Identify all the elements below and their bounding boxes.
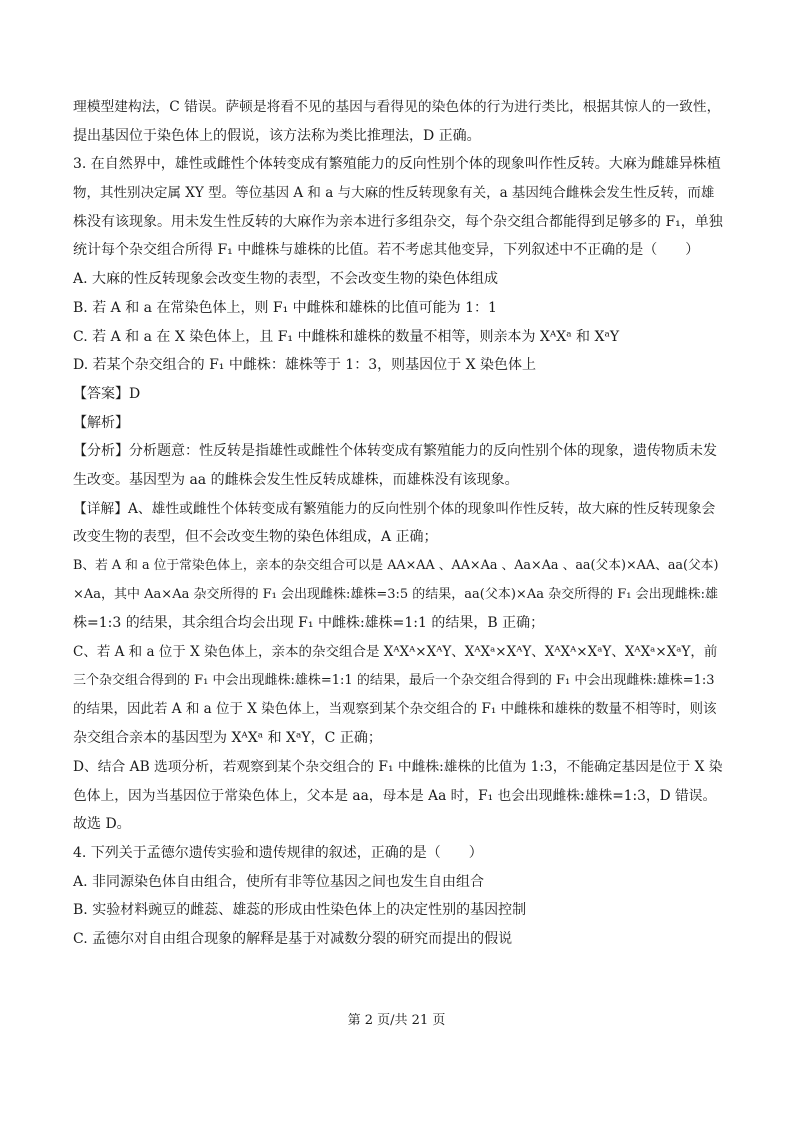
text-line: 提出基因位于染色体上的假说，该方法称为类比推理法，D 正确。 bbox=[73, 127, 481, 144]
text-line: 【分析】分析题意：性反转是指雄性或雌性个体转变成有繁殖能力的反向性别个体的现象，遗传物质未发 bbox=[73, 443, 717, 460]
option-a: A. 非同源染色体自由组合，使所有非等位基因之间也发生自由组合 bbox=[73, 873, 485, 890]
text-line: 物，其性别决定属 XY 型。等位基因 A 和 a 与大麻的性反转现象有关，a 基因纯合雌株会发生性反转，而雄 bbox=[73, 185, 715, 202]
answer-tag: 【答案】D bbox=[73, 385, 141, 402]
text-line: 改变生物的表型，但不会改变生物的染色体组成，A 正确； bbox=[73, 529, 438, 546]
text-line: 统计每个杂交组合所得 F₁ 中雌株与雄株的比值。若不考虑其他变异，下列叙述中不正确的是（ ） bbox=[73, 242, 700, 259]
page-number: 第 2 页/共 21 页 bbox=[347, 1013, 446, 1028]
option-a: A. 大麻的性反转现象会改变生物的表型，不会改变生物的染色体组成 bbox=[73, 271, 499, 288]
option-b: B. 实验材料豌豆的雌蕊、雄蕊的形成由性染色体上的决定性别的基因控制 bbox=[73, 902, 527, 919]
question-3-stem: 3. 在自然界中，雄性或雌性个体转变成有繁殖能力的反向性别个体的现象叫作性反转。大麻为雌雄异株植 bbox=[73, 156, 721, 173]
option-d: D. 若某个杂交组合的 F₁ 中雌株：雄株等于 1：3，则基因位于 X 染色体上 bbox=[73, 357, 536, 374]
text-line: ×Aa，其中 Aa×Aa 杂交所得的 F₁ 会出现雌株:雄株=3:5 的结果，aa(父本)×Aa 杂交所得的 F₁ 会出现雌株:雄 bbox=[73, 586, 718, 602]
analysis-tag: 【解析】 bbox=[73, 414, 129, 431]
text-line: D、结合 AB 选项分析，若观察到某个杂交组合的 F₁ 中雌株:雄株的比值为 1:3，不能确定基因是位于 X 染 bbox=[73, 758, 723, 775]
text-line: 三个杂交组合得到的 F₁ 中会出现雌株:雄株=1:1 的结果，最后一个杂交组合得到的 F₁ 中会出现雌株:雄株=1:3 bbox=[73, 672, 715, 688]
body-text bbox=[73, 93, 725, 954]
text-line: 生改变。基因型为 aa 的雌株会发生性反转成雄株，而雄株没有该现象。 bbox=[73, 471, 519, 488]
option-c: C. 若 A 和 a 在 X 染色体上，且 F₁ 中雌株和雄株的数量不相等，则亲本为 XᴬXᵃ 和 XᵃY bbox=[73, 328, 620, 345]
text-line: 【详解】A、雄性或雌性个体转变成有繁殖能力的反向性别个体的现象叫作性反转，故大麻的性反转现象会 bbox=[73, 500, 716, 517]
text-line: 色体上，因为当基因位于常染色体上，父本是 aa，母本是 Aa 时，F₁ 也会出现雌株:雄株=1:3，D 错误。 bbox=[73, 787, 717, 804]
text-line: 理模型建构法，C 错误。萨顿是将看不见的基因与看得见的染色体的行为进行类比，根据其惊人的一致性， bbox=[73, 99, 721, 115]
text-line: B、若 A 和 a 位于常染色体上，亲本的杂交组合可以是 AA×AA 、AA×Aa 、Aa×Aa 、aa(父本)×AA、aa(父本) bbox=[73, 558, 719, 573]
text-line: C、若 A 和 a 位于 X 染色体上，亲本的杂交组合是 XᴬXᴬ×XᴬY、XᴬXᵃ×XᴬY、XᴬXᴬ×XᵃY、XᴬXᵃ×XᵃY，前 bbox=[73, 644, 718, 661]
text-line: 的结果，因此若 A 和 a 位于 X 染色体上，当观察到某个杂交组合的 F₁ 中雌株和雄株的数量不相等时，则该 bbox=[73, 701, 717, 718]
option-c: C. 孟德尔对自由组合现象的解释是基于对减数分裂的研究而提出的假说 bbox=[73, 930, 513, 947]
text-line: 株=1:3 的结果，其余组合均会出现 F₁ 中雌株:雄株=1:1 的结果，B 正确； bbox=[73, 615, 545, 632]
question-4-stem: 4. 下列关于孟德尔遗传实验和遗传规律的叙述，正确的是（ ） bbox=[73, 844, 483, 861]
text-line: 株没有该现象。用未发生性反转的大麻作为亲本进行多组杂交，每个杂交组合都能得到足够多的 F₁，单独 bbox=[73, 213, 723, 230]
text-line: 杂交组合亲本的基因型为 XᴬXᵃ 和 XᵃY，C 正确； bbox=[73, 730, 382, 747]
text-line: 故选 D。 bbox=[73, 816, 131, 833]
option-b: B. 若 A 和 a 在常染色体上，则 F₁ 中雌株和雄株的比值可能为 1：1 bbox=[73, 299, 497, 316]
